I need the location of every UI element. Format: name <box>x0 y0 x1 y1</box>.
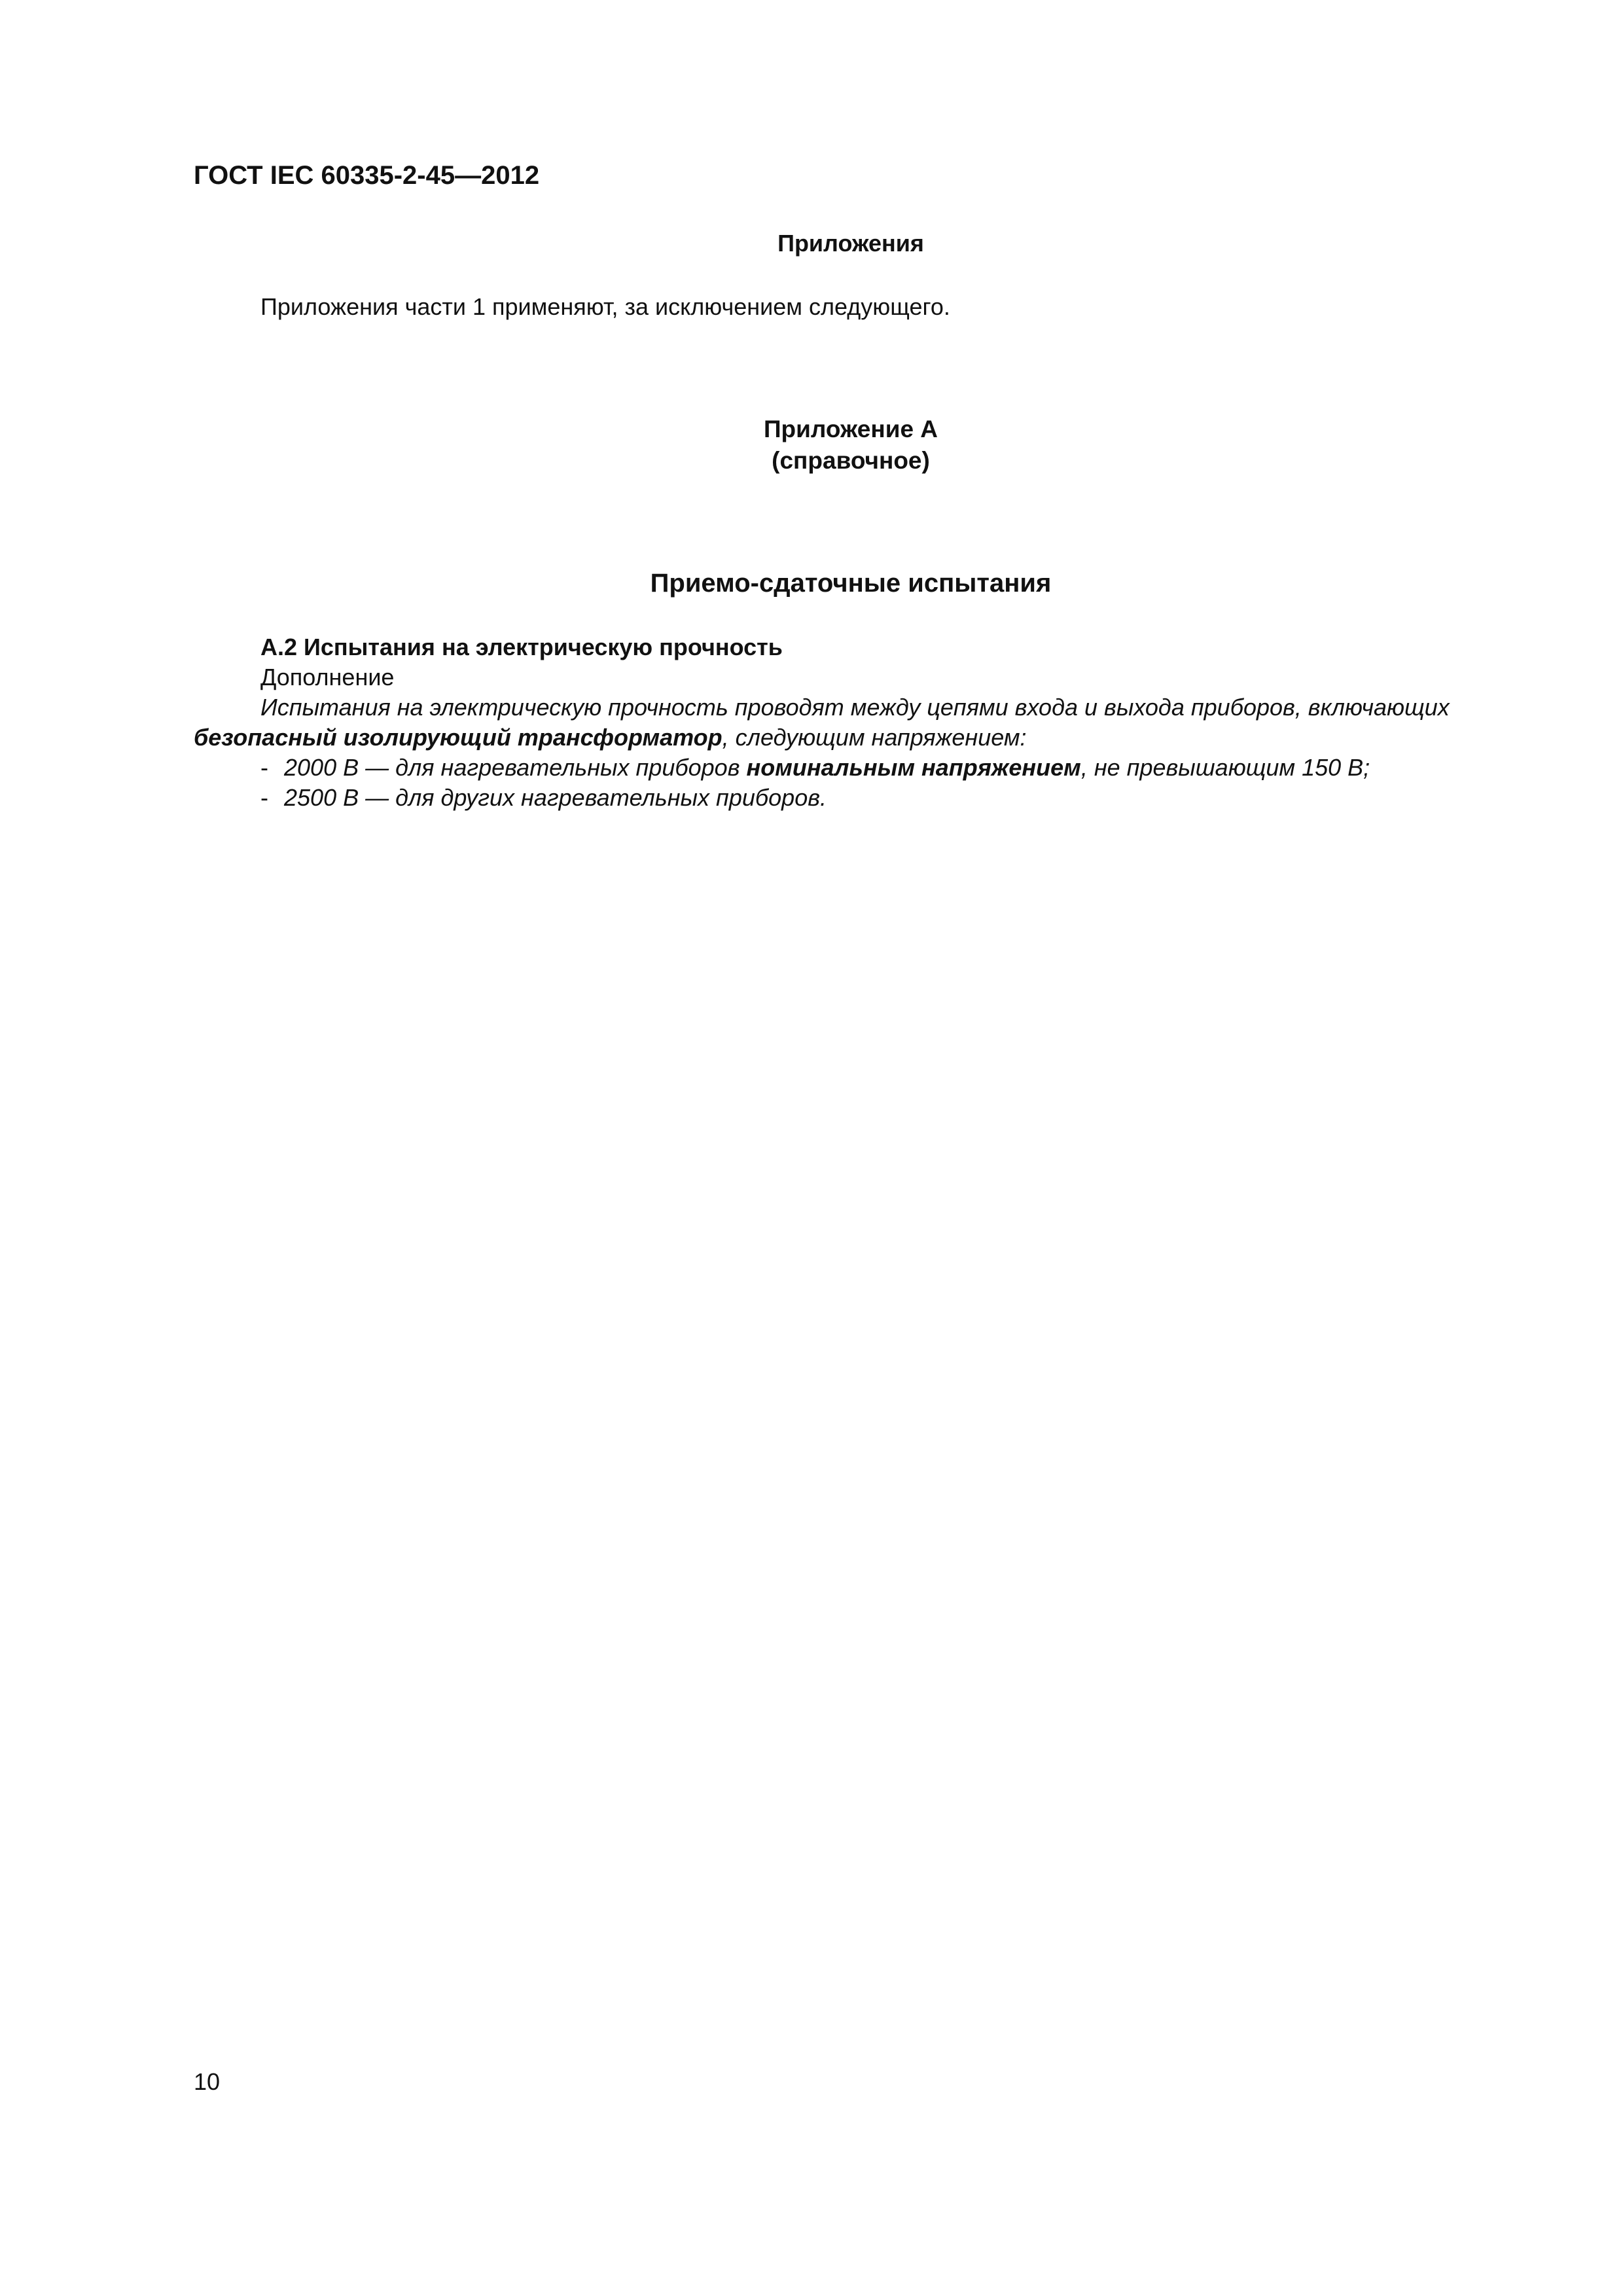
list-dash: - <box>260 754 268 781</box>
defined-term: безопасный изолирующий трансформатор <box>194 724 722 751</box>
list-item <box>260 784 827 812</box>
list-item-text: 2000 В — для нагревательных приборов <box>284 754 747 781</box>
page-number: 10 <box>194 2068 221 2095</box>
list-dash: - <box>260 784 268 811</box>
section-a2-heading: А.2 Испытания на электрическую прочность <box>260 634 783 660</box>
annexes-title: Приложения <box>777 230 924 257</box>
annexes-text: Приложения части 1 применяют, за исключением следующего. <box>260 293 950 320</box>
list-item-text: 2500 В — для других нагревательных приборов. <box>284 784 827 811</box>
document-header: ГОСТ IEC 60335-2-45—2012 <box>194 161 540 190</box>
list-item-text-end: , не превышающим 150 В; <box>1080 754 1370 781</box>
list-item <box>260 754 1370 781</box>
annex-a-label: Приложение А <box>763 416 938 442</box>
paragraph-line-1: Испытания на электрическую прочность проводят между цепями входа и выхода приборов, включающих <box>260 694 1450 721</box>
annex-a-title: Приемо-сдаточные испытания <box>650 569 1052 598</box>
section-addition-label: Дополнение <box>260 664 395 691</box>
defined-term: номинальным напряжением <box>746 754 1081 781</box>
paragraph-rest: , следующим напряжением: <box>722 724 1027 751</box>
paragraph-line-2 <box>194 724 1027 751</box>
annex-a-type: (справочное) <box>772 447 930 474</box>
